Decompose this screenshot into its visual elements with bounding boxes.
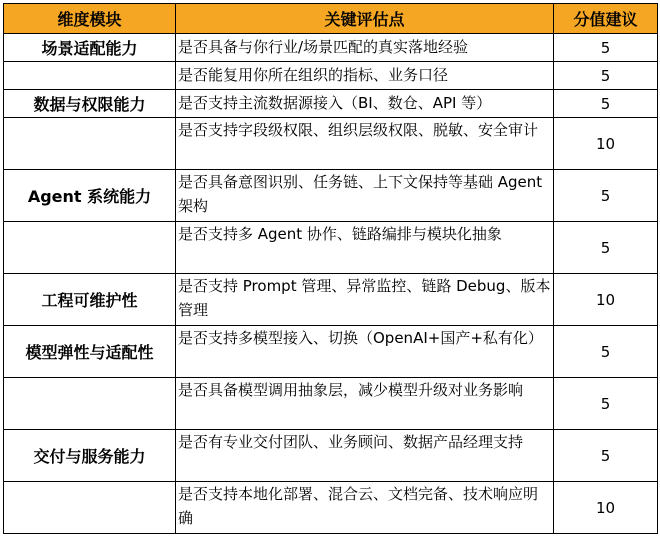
- table-row: [4, 118, 658, 170]
- key-point-cell: 是否支持字段级权限、组织层级权限、脱敏、安全审计: [176, 118, 554, 170]
- dimension-cell: [4, 62, 176, 90]
- key-point-cell: 是否支持 Prompt 管理、异常监控、链路 Debug、版本管理: [176, 274, 554, 326]
- dimension-cell: Agent 系统能力: [4, 170, 176, 222]
- key-point-cell: 是否支持主流数据源接入（BI、数仓、API 等）: [176, 90, 554, 118]
- score-cell: 5: [554, 90, 658, 118]
- dimension-cell: 交付与服务能力: [4, 430, 176, 482]
- score-cell: 5: [554, 326, 658, 378]
- score-cell: 5: [554, 378, 658, 430]
- table-row: [4, 274, 658, 326]
- dimension-cell: [4, 118, 176, 170]
- dimension-cell: 数据与权限能力: [4, 90, 176, 118]
- table-header-row: [4, 4, 658, 34]
- key-point-cell: 是否支持多模型接入、切换（OpenAI+国产+私有化）: [176, 326, 554, 378]
- table-row: [4, 90, 658, 118]
- key-point-cell: 是否具备模型调用抽象层，减少模型升级对业务影响: [176, 378, 554, 430]
- score-cell: 5: [554, 222, 658, 274]
- table-row: [4, 378, 658, 430]
- key-point-cell: 是否支持多 Agent 协作、链路编排与模块化抽象: [176, 222, 554, 274]
- dimension-cell: 模型弹性与适配性: [4, 326, 176, 378]
- key-point-cell: 是否能复用你所在组织的指标、业务口径: [176, 62, 554, 90]
- score-cell: 5: [554, 62, 658, 90]
- key-point-cell: 是否有专业交付团队、业务顾问、数据产品经理支持: [176, 430, 554, 482]
- dimension-cell: [4, 378, 176, 430]
- score-cell: 10: [554, 274, 658, 326]
- key-point-cell: 是否具备与你行业/场景匹配的真实落地经验: [176, 34, 554, 62]
- header-key-points: 关键评估点: [176, 4, 554, 34]
- table-row: [4, 326, 658, 378]
- header-score: 分值建议: [554, 4, 658, 34]
- key-point-cell: 是否具备意图识别、任务链、上下文保持等基础 Agent 架构: [176, 170, 554, 222]
- score-cell: 5: [554, 34, 658, 62]
- score-cell: 5: [554, 430, 658, 482]
- table-row: [4, 222, 658, 274]
- table-row: [4, 62, 658, 90]
- evaluation-table: [3, 3, 658, 534]
- table-row: [4, 482, 658, 534]
- key-point-cell: 是否支持本地化部署、混合云、文档完备、技术响应明确: [176, 482, 554, 534]
- table-row: [4, 170, 658, 222]
- score-cell: 10: [554, 482, 658, 534]
- score-cell: 5: [554, 170, 658, 222]
- score-cell: 10: [554, 118, 658, 170]
- dimension-cell: 工程可维护性: [4, 274, 176, 326]
- table-row: [4, 430, 658, 482]
- dimension-cell: [4, 222, 176, 274]
- dimension-cell: [4, 482, 176, 534]
- header-dimension: 维度模块: [4, 4, 176, 34]
- table-row: [4, 34, 658, 62]
- dimension-cell: 场景适配能力: [4, 34, 176, 62]
